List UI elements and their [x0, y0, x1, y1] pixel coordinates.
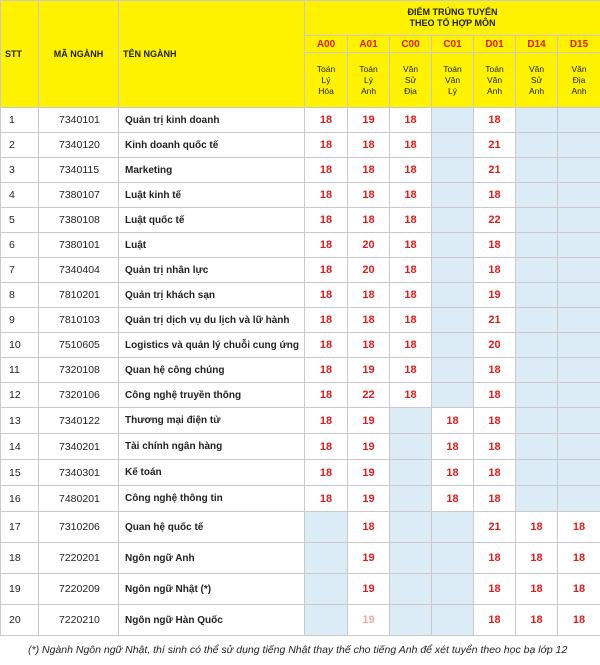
- score-cell-d15: 18: [558, 574, 600, 605]
- score-cell-c00: 18: [390, 333, 432, 358]
- score-cell-a01: 19: [348, 408, 390, 434]
- score-cell-c00: 18: [390, 208, 432, 233]
- score-cell-d01: 18: [474, 183, 516, 208]
- table-row: [1, 158, 600, 183]
- table-row: [1, 543, 600, 574]
- score-cell-d14-empty: [516, 108, 558, 133]
- row-major-name: Ngôn ngữ Hàn Quốc: [119, 605, 305, 636]
- combo-code-d01: D01: [474, 36, 516, 53]
- score-cell-d14-empty: [516, 434, 558, 460]
- row-major-code: 7320108: [39, 358, 119, 383]
- header-score-title: [305, 1, 600, 36]
- score-cell-a01: 19: [348, 574, 390, 605]
- row-major-name: Công nghệ thông tin: [119, 486, 305, 512]
- score-title-line2: THEO TỔ HỢP MÔN: [409, 18, 496, 28]
- combo-subjects-d15: [558, 53, 600, 108]
- row-major-code: 7810103: [39, 308, 119, 333]
- score-cell-c00-empty: [390, 486, 432, 512]
- combo-subject: Sử: [530, 74, 543, 85]
- score-cell-c00: 18: [390, 108, 432, 133]
- score-cell-a00-empty: [305, 574, 348, 605]
- combo-subjects-c00: [390, 53, 432, 108]
- score-cell-c01-empty: [432, 358, 474, 383]
- score-cell-c01-empty: [432, 308, 474, 333]
- table-body: [1, 108, 600, 636]
- score-cell-d15-empty: [558, 333, 600, 358]
- score-cell-d15-empty: [558, 383, 600, 408]
- row-major-name: Thương mại điện tử: [119, 408, 305, 434]
- score-cell-d14-empty: [516, 460, 558, 486]
- score-cell-d01: 18: [474, 108, 516, 133]
- combo-subject: Sử: [404, 74, 417, 85]
- footnote: (*) Ngành Ngôn ngữ Nhật, thí sinh có thể sử dụng tiếng Nhật thay thế cho tiếng Anh để xét tuyển theo học bạ lớp 12: [0, 635, 600, 665]
- row-stt: 6: [1, 233, 39, 258]
- row-major-code: 7340101: [39, 108, 119, 133]
- row-stt: 18: [1, 543, 39, 574]
- score-cell-a01: 19: [348, 543, 390, 574]
- score-cell-a01: 18: [348, 133, 390, 158]
- row-major-code: 7340122: [39, 408, 119, 434]
- table-row: [1, 258, 600, 283]
- table-row: [1, 605, 600, 636]
- score-cell-d01: 18: [474, 358, 516, 383]
- combo-subject: Địa: [404, 85, 417, 96]
- row-major-name: Luật kinh tế: [119, 183, 305, 208]
- row-major-code: 7220209: [39, 574, 119, 605]
- row-major-code: 7220201: [39, 543, 119, 574]
- score-cell-d15-empty: [558, 308, 600, 333]
- score-cell-d15-empty: [558, 158, 600, 183]
- score-cell-a00: 18: [305, 108, 348, 133]
- combo-subject: Lý: [448, 85, 457, 96]
- row-major-name: Ngôn ngữ Anh: [119, 543, 305, 574]
- score-cell-d14: 18: [516, 605, 558, 636]
- score-cell-d15: 18: [558, 605, 600, 636]
- score-cell-d14: 18: [516, 512, 558, 543]
- score-cell-c01-empty: [432, 133, 474, 158]
- score-cell-a00-empty: [305, 605, 348, 636]
- score-cell-d01: 18: [474, 233, 516, 258]
- combo-code-c00: C00: [390, 36, 432, 53]
- score-cell-c01-empty: [432, 208, 474, 233]
- row-stt: 5: [1, 208, 39, 233]
- table-row: [1, 574, 600, 605]
- score-cell-d01: 18: [474, 258, 516, 283]
- row-major-name: Kinh doanh quốc tế: [119, 133, 305, 158]
- combo-subject: Toán: [485, 63, 504, 74]
- score-cell-d01: 18: [474, 460, 516, 486]
- table-row: [1, 408, 600, 434]
- score-cell-d14-empty: [516, 358, 558, 383]
- row-major-code: 7340120: [39, 133, 119, 158]
- combo-subject: Văn: [444, 74, 461, 85]
- score-cell-d01: 18: [474, 486, 516, 512]
- row-major-name: Quan hệ công chúng: [119, 358, 305, 383]
- score-cell-a00: 18: [305, 158, 348, 183]
- row-major-code: 7340404: [39, 258, 119, 283]
- score-cell-a01: 20: [348, 233, 390, 258]
- score-cell-a00: 18: [305, 460, 348, 486]
- combo-subject: Địa: [572, 74, 586, 85]
- row-stt: 17: [1, 512, 39, 543]
- score-cell-a01: 18: [348, 158, 390, 183]
- score-cell-a01: 19: [348, 605, 390, 636]
- row-major-name: Marketing: [119, 158, 305, 183]
- row-major-code: 7380101: [39, 233, 119, 258]
- row-major-code: 7480201: [39, 486, 119, 512]
- score-cell-d15-empty: [558, 258, 600, 283]
- score-cell-a00: 18: [305, 208, 348, 233]
- combo-subjects-d01: [474, 53, 516, 108]
- score-cell-d01: 21: [474, 512, 516, 543]
- score-cell-c00: 18: [390, 258, 432, 283]
- score-cell-d14-empty: [516, 283, 558, 308]
- combo-code-a01: A01: [348, 36, 390, 53]
- combo-subject: Lý: [321, 74, 331, 85]
- row-stt: 16: [1, 486, 39, 512]
- score-cell-c01-empty: [432, 512, 474, 543]
- row-major-name: Ngôn ngữ Nhật (*): [119, 574, 305, 605]
- score-cell-d14-empty: [516, 258, 558, 283]
- header-code: MÃ NGÀNH: [39, 1, 119, 108]
- score-cell-a00: 18: [305, 486, 348, 512]
- score-cell-d01: 20: [474, 333, 516, 358]
- score-cell-c01-empty: [432, 258, 474, 283]
- score-cell-d15-empty: [558, 233, 600, 258]
- score-cell-d01: 18: [474, 574, 516, 605]
- score-cell-a00: 18: [305, 383, 348, 408]
- score-cell-a01: 19: [348, 108, 390, 133]
- row-major-name: Quan hệ quốc tế: [119, 512, 305, 543]
- score-cell-a01: 22: [348, 383, 390, 408]
- score-cell-d14-empty: [516, 208, 558, 233]
- combo-subject: Anh: [528, 85, 545, 96]
- score-cell-c01-empty: [432, 333, 474, 358]
- row-major-code: 7340201: [39, 434, 119, 460]
- row-major-code: 7320106: [39, 383, 119, 408]
- score-cell-d15-empty: [558, 283, 600, 308]
- score-cell-a00: 18: [305, 408, 348, 434]
- header-name: TÊN NGÀNH: [119, 1, 305, 108]
- table-row: [1, 512, 600, 543]
- score-cell-a00: 18: [305, 358, 348, 383]
- score-cell-c00: 18: [390, 283, 432, 308]
- score-cell-d14: 18: [516, 574, 558, 605]
- combo-subject: Văn: [486, 74, 503, 85]
- score-cell-c00-empty: [390, 605, 432, 636]
- combo-subjects-c01: [432, 53, 474, 108]
- table-row: [1, 358, 600, 383]
- score-cell-a00: 18: [305, 133, 348, 158]
- score-cell-a01: 18: [348, 283, 390, 308]
- score-cell-c01-empty: [432, 543, 474, 574]
- score-cell-a01: 19: [348, 434, 390, 460]
- score-cell-d01: 21: [474, 133, 516, 158]
- score-cell-a00: 18: [305, 258, 348, 283]
- score-cell-c00: 18: [390, 233, 432, 258]
- row-major-name: Công nghệ truyền thông: [119, 383, 305, 408]
- combo-subjects-a01: [348, 53, 390, 108]
- row-major-code: 7380107: [39, 183, 119, 208]
- row-major-name: Quản trị nhân lực: [119, 258, 305, 283]
- score-cell-c01: 18: [432, 408, 474, 434]
- score-cell-d14-empty: [516, 133, 558, 158]
- row-major-name: Luật quốc tế: [119, 208, 305, 233]
- score-cell-c00: 18: [390, 358, 432, 383]
- row-stt: 19: [1, 574, 39, 605]
- score-cell-a00: 18: [305, 333, 348, 358]
- table-row: [1, 283, 600, 308]
- row-major-name: Quản trị khách sạn: [119, 283, 305, 308]
- combo-subjects-d14: [516, 53, 558, 108]
- row-major-name: Luật: [119, 233, 305, 258]
- score-cell-c01-empty: [432, 108, 474, 133]
- score-cell-a01: 18: [348, 183, 390, 208]
- score-cell-c01: 18: [432, 434, 474, 460]
- score-cell-c00-empty: [390, 574, 432, 605]
- combo-subject: Văn: [528, 63, 545, 74]
- row-major-code: 7810201: [39, 283, 119, 308]
- combo-subjects-a00: [305, 53, 348, 108]
- score-cell-a00: 18: [305, 183, 348, 208]
- score-cell-d15-empty: [558, 486, 600, 512]
- row-stt: 12: [1, 383, 39, 408]
- score-cell-c01-empty: [432, 233, 474, 258]
- table-row: [1, 208, 600, 233]
- table-row: [1, 108, 600, 133]
- table-row: [1, 460, 600, 486]
- score-cell-a01: 20: [348, 258, 390, 283]
- score-cell-d15-empty: [558, 358, 600, 383]
- combo-subject: Anh: [486, 85, 503, 96]
- row-stt: 8: [1, 283, 39, 308]
- score-cell-c01-empty: [432, 283, 474, 308]
- row-major-code: 7310206: [39, 512, 119, 543]
- combo-subject: Văn: [571, 63, 587, 74]
- row-major-code: 7220210: [39, 605, 119, 636]
- score-cell-a01: 19: [348, 460, 390, 486]
- combo-code-c01: C01: [432, 36, 474, 53]
- row-stt: 7: [1, 258, 39, 283]
- score-cell-a00: 18: [305, 283, 348, 308]
- score-title-line1: ĐIỂM TRÚNG TUYỂN: [407, 7, 498, 17]
- row-major-code: 7510605: [39, 333, 119, 358]
- score-cell-c00: 18: [390, 158, 432, 183]
- score-cell-c01-empty: [432, 383, 474, 408]
- score-cell-c01: 18: [432, 486, 474, 512]
- score-cell-d14-empty: [516, 158, 558, 183]
- score-cell-d15-empty: [558, 434, 600, 460]
- score-cell-d14-empty: [516, 233, 558, 258]
- row-major-name: Quản trị kinh doanh: [119, 108, 305, 133]
- score-cell-c00-empty: [390, 434, 432, 460]
- score-cell-d14-empty: [516, 383, 558, 408]
- row-major-code: 7340301: [39, 460, 119, 486]
- row-stt: 4: [1, 183, 39, 208]
- score-cell-d14-empty: [516, 486, 558, 512]
- row-stt: 1: [1, 108, 39, 133]
- row-stt: 2: [1, 133, 39, 158]
- score-cell-c00: 18: [390, 308, 432, 333]
- combo-subject: Anh: [571, 85, 587, 96]
- score-cell-c01-empty: [432, 605, 474, 636]
- score-cell-d14-empty: [516, 408, 558, 434]
- score-cell-c00-empty: [390, 460, 432, 486]
- score-cell-d15-empty: [558, 183, 600, 208]
- combo-subject: Văn: [402, 63, 419, 74]
- row-major-name: Kế toán: [119, 460, 305, 486]
- score-cell-a01: 19: [348, 358, 390, 383]
- score-cell-c00: 18: [390, 133, 432, 158]
- combo-subject: Lý: [364, 74, 373, 85]
- score-cell-d15: 18: [558, 512, 600, 543]
- score-cell-c01-empty: [432, 158, 474, 183]
- score-cell-d01: 18: [474, 383, 516, 408]
- table-row: [1, 383, 600, 408]
- score-cell-a01: 19: [348, 486, 390, 512]
- row-major-code: 7340115: [39, 158, 119, 183]
- score-cell-a00-empty: [305, 543, 348, 574]
- combo-subject: Toán: [359, 63, 378, 74]
- combo-code-d15: D15: [558, 36, 600, 53]
- score-cell-d15-empty: [558, 460, 600, 486]
- score-cell-a01: 18: [348, 512, 390, 543]
- table-row: [1, 486, 600, 512]
- table-row: [1, 434, 600, 460]
- table-row: [1, 133, 600, 158]
- score-cell-c01: 18: [432, 460, 474, 486]
- row-major-name: Quản trị dịch vụ du lịch và lữ hành: [119, 308, 305, 333]
- score-cell-d15-empty: [558, 108, 600, 133]
- score-cell-c01-empty: [432, 574, 474, 605]
- combo-code-d14: D14: [516, 36, 558, 53]
- score-cell-a01: 18: [348, 308, 390, 333]
- row-major-name: Logistics và quản lý chuỗi cung ứng: [119, 333, 305, 358]
- score-cell-c00: 18: [390, 383, 432, 408]
- score-cell-a00: 18: [305, 233, 348, 258]
- header-stt: STT: [1, 1, 39, 108]
- score-cell-d14-empty: [516, 183, 558, 208]
- combo-subject: Hóa: [318, 85, 334, 96]
- table-header: [1, 1, 600, 108]
- score-cell-c00-empty: [390, 543, 432, 574]
- combo-code-a00: A00: [305, 36, 348, 53]
- score-cell-d01: 22: [474, 208, 516, 233]
- score-cell-d14: 18: [516, 543, 558, 574]
- row-stt: 20: [1, 605, 39, 636]
- table-row: [1, 308, 600, 333]
- score-cell-d01: 18: [474, 408, 516, 434]
- combo-subject: Anh: [360, 85, 377, 96]
- score-cell-d01: 21: [474, 308, 516, 333]
- score-cell-c00-empty: [390, 408, 432, 434]
- score-cell-d15: 18: [558, 543, 600, 574]
- score-cell-a01: 18: [348, 333, 390, 358]
- row-stt: 11: [1, 358, 39, 383]
- score-cell-a01: 18: [348, 208, 390, 233]
- score-cell-d15-empty: [558, 208, 600, 233]
- row-stt: 3: [1, 158, 39, 183]
- score-cell-c01-empty: [432, 183, 474, 208]
- score-cell-d15-empty: [558, 133, 600, 158]
- score-cell-a00-empty: [305, 512, 348, 543]
- row-stt: 10: [1, 333, 39, 358]
- row-stt: 13: [1, 408, 39, 434]
- score-cell-a00: 18: [305, 434, 348, 460]
- score-cell-d01: 21: [474, 158, 516, 183]
- score-cell-d14-empty: [516, 308, 558, 333]
- score-cell-a00: 18: [305, 308, 348, 333]
- table-row: [1, 183, 600, 208]
- row-major-name: Tài chính ngân hàng: [119, 434, 305, 460]
- score-cell-d01: 18: [474, 434, 516, 460]
- row-major-code: 7380108: [39, 208, 119, 233]
- combo-subject: Toán: [443, 63, 462, 74]
- score-cell-d01: 19: [474, 283, 516, 308]
- row-stt: 15: [1, 460, 39, 486]
- row-stt: 9: [1, 308, 39, 333]
- table-row: [1, 333, 600, 358]
- score-cell-d14-empty: [516, 333, 558, 358]
- row-stt: 14: [1, 434, 39, 460]
- table-row: [1, 233, 600, 258]
- score-cell-c00: 18: [390, 183, 432, 208]
- score-cell-d15-empty: [558, 408, 600, 434]
- score-cell-d01: 18: [474, 605, 516, 636]
- score-cell-d01: 18: [474, 543, 516, 574]
- combo-subject: Toán: [316, 63, 336, 74]
- score-cell-c00-empty: [390, 512, 432, 543]
